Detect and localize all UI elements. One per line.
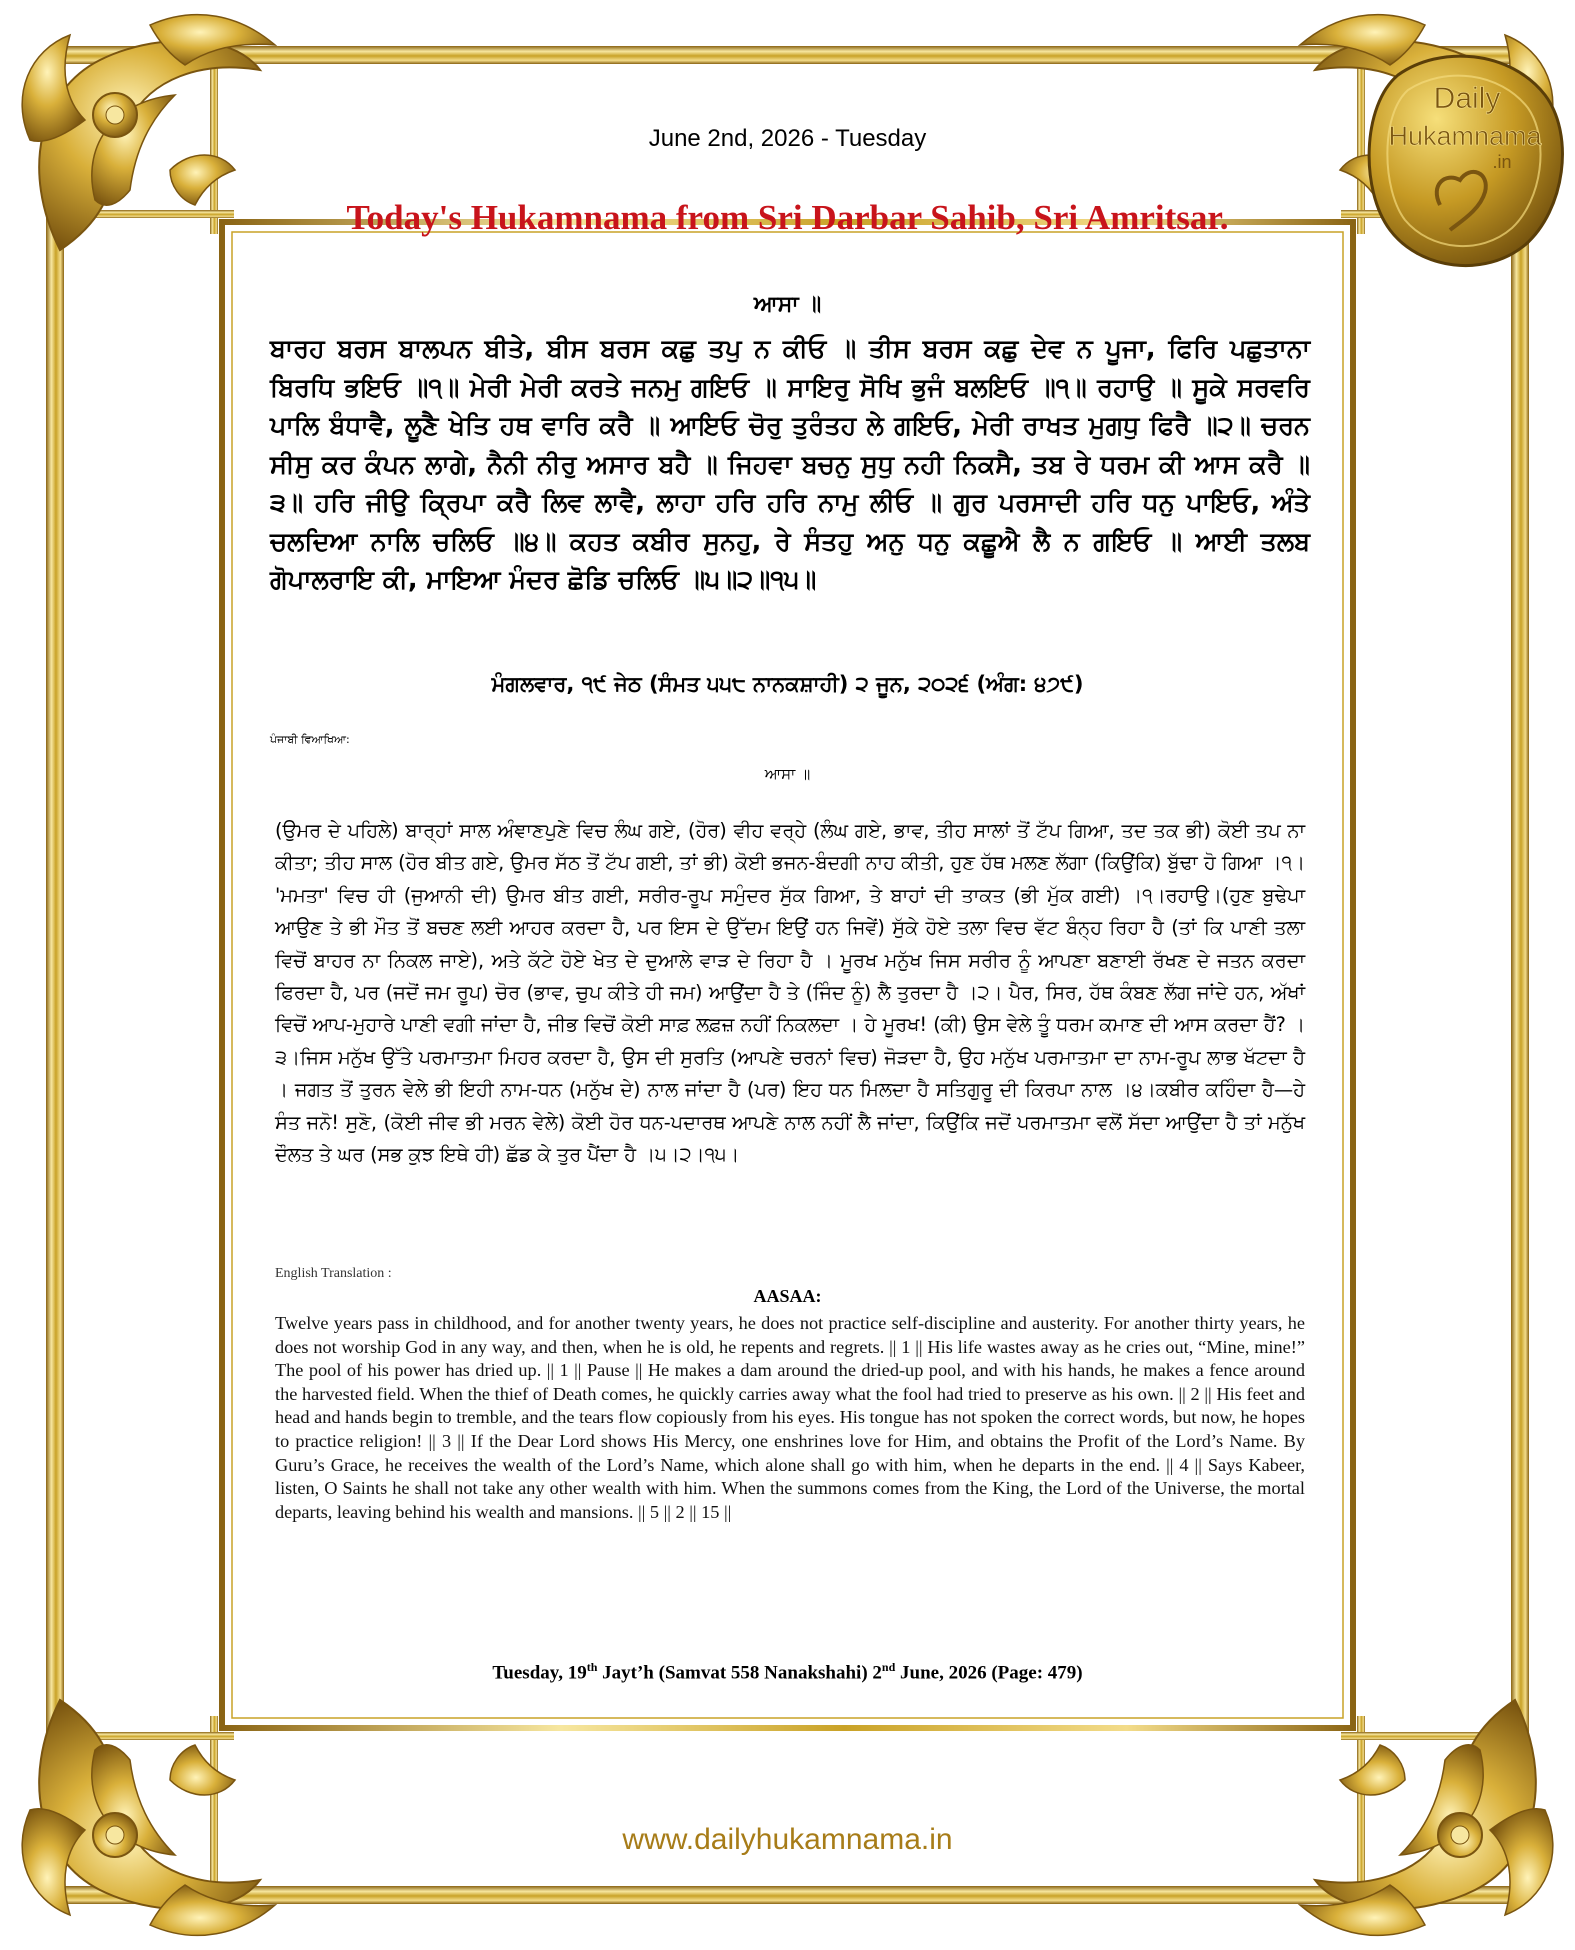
punjabi-heading: ਆਸਾ ॥: [764, 765, 811, 783]
page-title: Today's Hukamnama from Sri Darbar Sahib, Sri Amritsar.: [346, 198, 1229, 237]
english-section-label: English Translation :: [275, 1266, 392, 1281]
date-end: June, 2026 (Page: 479): [895, 1662, 1083, 1684]
date-suffix-nd: nd: [881, 1660, 896, 1674]
english-translation: Twelve years pass in childhood, and for another twenty years, he does not practice self-discipline and austerity. For another thirty years, he does not worship God in any way, and then, when he is old, he repents and regrets. || 1 || His life wastes away as he cries out, “Mine, mine!” The pool of his power has dried up. || 1 || Pause || He makes a dam around the dried-up pool, and with his hands, he makes a fence around the harvested field. When the thief of Death comes, he quickly carries away what the fool had tried to preserve as his own. || 2 || His feet and head and hands begin to tremble, and the tears flow copiously from his eyes. His tongue has not spoken the correct words, but now, he hopes to practice religion! || 3 || If the Dear Lord shows His Mercy, one enshrines love for Him, and obtains the Profit of the Lord’s Name. By Guru’s Grace, he receives the wealth of the Lord’s Name, which alone shall go with him, when he departs in the end. || 4 || Says Kabeer, listen, O Saints he shall not take any other wealth with him. When the summons comes from the King, the Lord of the Universe, the mortal departs, leaving behind his wealth and mansions. || 5 || 2 || 15 ||: [275, 1313, 1305, 1522]
svg-text:Hukamnama: Hukamnama: [1388, 121, 1542, 151]
gurbani-date-line: ਮੰਗਲਵਾਰ, ੧੯ ਜੇਠ (ਸੰਮਤ ੫੫੮ ਨਾਨਕਸ਼ਾਹੀ) ੨ ਜੂਨ, ੨੦੨੬ (ਅੰਗ: ੪੭੯): [491, 672, 1084, 696]
date-suffix-th: th: [586, 1660, 598, 1674]
website-link[interactable]: www.dailyhukamnama.in: [622, 1823, 953, 1856]
svg-text:Daily: Daily: [1433, 82, 1501, 115]
punjabi-section-label: ਪੰਜਾਬੀ ਵਿਆਖਿਆ:: [270, 733, 350, 746]
english-date-line: [0, 1660, 1575, 1684]
gurbani-heading: ਆਸਾ ॥: [753, 292, 822, 317]
svg-text:.in: .in: [1492, 152, 1512, 172]
gurbani-text: ਬਾਰਹ ਬਰਸ ਬਾਲਪਨ ਬੀਤੇ, ਬੀਸ ਬਰਸ ਕਛੁ ਤਪੁ ਨ ਕੀਓ ॥ ਤੀਸ ਬਰਸ ਕਛੁ ਦੇਵ ਨ ਪੂਜਾ, ਫਿਰਿ ਪਛੁਤਾਨਾ ਬਿਰਧਿ ਭਇਓ ॥੧॥ ਮੇਰੀ ਮੇਰੀ ਕਰਤੇ ਜਨਮੁ ਗਇਓ ॥ ਸਾਇਰੁ ਸੋਖਿ ਭੁਜੰ ਬਲਇਓ ॥੧॥ ਰਹਾਉ ॥ ਸੂਕੇ ਸਰਵਰਿ ਪਾਲਿ ਬੰਧਾਵੈ, ਲੂਣੈ ਖੇਤਿ ਹਥ ਵਾਰਿ ਕਰੈ ॥ ਆਇਓ ਚੋਰੁ ਤੁਰੰਤਹ ਲੇ ਗਇਓ, ਮੇਰੀ ਰਾਖਤ ਮੁਗਧੁ ਫਿਰੈ ॥੨॥ ਚਰਨ ਸੀਸੁ ਕਰ ਕੰਪਨ ਲਾਗੇ, ਨੈਨੀ ਨੀਰੁ ਅਸਾਰ ਬਹੈ ॥ ਜਿਹਵਾ ਬਚਨੁ ਸੁਧੁ ਨਹੀ ਨਿਕਸੈ, ਤਬ ਰੇ ਧਰਮ ਕੀ ਆਸ ਕਰੈ ॥੩॥ ਹਰਿ ਜੀਉ ਕ੍ਰਿਪਾ ਕਰੈ ਲਿਵ ਲਾਵੈ, ਲਾਹਾ ਹਰਿ ਹਰਿ ਨਾਮੁ ਲੀਓ ॥ ਗੁਰ ਪਰਸਾਦੀ ਹਰਿ ਧਨੁ ਪਾਇਓ, ਅੰਤੇ ਚਲਦਿਆ ਨਾਲਿ ਚਲਿਓ ॥੪॥ ਕਹਤ ਕਬੀਰ ਸੁਨਹੁ, ਰੇ ਸੰਤਹੁ ਅਨੁ ਧਨੁ ਕਛੂਐ ਲੈ ਨ ਗਇਓ ॥ ਆਈ ਤਲਬ ਗੋਪਾਲਰਾਇ ਕੀ, ਮਾਇਆ ਮੰਦਰ ਛੋਡਿ ਚਲਿਓ ॥੫॥੨॥੧੫॥: [270, 334, 1310, 595]
punjabi-explanation: (ਉਮਰ ਦੇ ਪਹਿਲੇ) ਬਾਰ੍ਹਾਂ ਸਾਲ ਅੰਞਾਣਪੁਣੇ ਵਿਚ ਲੰਘ ਗਏ, (ਹੋਰ) ਵੀਹ ਵਰ੍ਹੇ (ਲੰਘ ਗਏ, ਭਾਵ, ਤੀਹ ਸਾਲਾਂ ਤੋਂ ਟੱਪ ਗਿਆ, ਤਦ ਤਕ ਭੀ) ਕੋਈ ਤਪ ਨਾ ਕੀਤਾ; ਤੀਹ ਸਾਲ (ਹੋਰ ਬੀਤ ਗਏ, ਉਮਰ ਸੱਠ ਤੋਂ ਟੱਪ ਗਈ, ਤਾਂ ਭੀ) ਕੋਈ ਭਜਨ-ਬੰਦਗੀ ਨਾਹ ਕੀਤੀ, ਹੁਣ ਹੱਥ ਮਲਣ ਲੱਗਾ (ਕਿਉਂਕਿ) ਬੁੱਢਾ ਹੋ ਗਿਆ ।੧। 'ਮਮਤਾ' ਵਿਚ ਹੀ (ਜੁਆਨੀ ਦੀ) ਉਮਰ ਬੀਤ ਗਈ, ਸਰੀਰ-ਰੂਪ ਸਮੁੰਦਰ ਸੁੱਕ ਗਿਆ, ਤੇ ਬਾਹਾਂ ਦੀ ਤਾਕਤ (ਭੀ ਮੁੱਕ ਗਈ) ।੧।ਰਹਾਉ।(ਹੁਣ ਬੁਢੇਪਾ ਆਉਣ ਤੇ ਭੀ ਮੌਤ ਤੋਂ ਬਚਣ ਲਈ ਆਹਰ ਕਰਦਾ ਹੈ, ਪਰ ਇਸ ਦੇ ਉੱਦਮ ਇਉਂ ਹਨ ਜਿਵੇਂ) ਸੁੱਕੇ ਹੋਏ ਤਲਾ ਵਿਚ ਵੱਟ ਬੰਨ੍ਹ ਰਿਹਾ ਹੈ (ਤਾਂ ਕਿ ਪਾਣੀ ਤਲਾ ਵਿਚੋਂ ਬਾਹਰ ਨਾ ਨਿਕਲ ਜਾਏ), ਅਤੇ ਕੱਟੇ ਹੋਏ ਖੇਤ ਦੇ ਦੁਆਲੇ ਵਾੜ ਦੇ ਰਿਹਾ ਹੈ । ਮੂਰਖ ਮਨੁੱਖ ਜਿਸ ਸਰੀਰ ਨੂੰ ਆਪਣਾ ਬਣਾਈ ਰੱਖਣ ਦੇ ਜਤਨ ਕਰਦਾ ਫਿਰਦਾ ਹੈ, ਪਰ (ਜਦੋਂ ਜਮ ਰੂਪ) ਚੋਰ (ਭਾਵ, ਚੁਪ ਕੀਤੇ ਹੀ ਜਮ) ਆਉਂਦਾ ਹੈ ਤੇ (ਜਿੰਦ ਨੂੰ) ਲੈ ਤੁਰਦਾ ਹੈ ।੨। ਪੈਰ, ਸਿਰ, ਹੱਥ ਕੰਬਣ ਲੱਗ ਜਾਂਦੇ ਹਨ, ਅੱਖਾਂ ਵਿਚੋਂ ਆਪ-ਮੁਹਾਰੇ ਪਾਣੀ ਵਗੀ ਜਾਂਦਾ ਹੈ, ਜੀਭ ਵਿਚੋਂ ਕੋਈ ਸਾਫ਼ ਲਫ਼ਜ਼ ਨਹੀਂ ਨਿਕਲਦਾ । ਹੇ ਮੂਰਖ! (ਕੀ) ਉਸ ਵੇਲੇ ਤੂੰ ਧਰਮ ਕਮਾਣ ਦੀ ਆਸ ਕਰਦਾ ਹੈਂ? ।੩।ਜਿਸ ਮਨੁੱਖ ਉੱਤੇ ਪਰਮਾਤਮਾ ਮਿਹਰ ਕਰਦਾ ਹੈ, ਉਸ ਦੀ ਸੁਰਤਿ (ਆਪਣੇ ਚਰਨਾਂ ਵਿਚ) ਜੋੜਦਾ ਹੈ, ਉਹ ਮਨੁੱਖ ਪਰਮਾਤਮਾ ਦਾ ਨਾਮ-ਰੂਪ ਲਾਭ ਖੱਟਦਾ ਹੈ । ਜਗਤ ਤੋਂ ਤੁਰਨ ਵੇਲੇ ਭੀ ਇਹੀ ਨਾਮ-ਧਨ (ਮਨੁੱਖ ਦੇ) ਨਾਲ ਜਾਂਦਾ ਹੈ (ਪਰ) ਇਹ ਧਨ ਮਿਲਦਾ ਹੈ ਸਤਿਗੁਰੂ ਦੀ ਕਿਰਪਾ ਨਾਲ ।੪।ਕਬੀਰ ਕਹਿੰਦਾ ਹੈ—ਹੇ ਸੰਤ ਜਨੋ! ਸੁਣੋ, (ਕੋਈ ਜੀਵ ਭੀ ਮਰਨ ਵੇਲੇ) ਕੋਈ ਹੋਰ ਧਨ-ਪਦਾਰਥ ਆਪਣੇ ਨਾਲ ਨਹੀਂ ਲੈ ਜਾਂਦਾ, ਕਿਉਂਕਿ ਜਦੋਂ ਪਰਮਾਤਮਾ ਵਲੋਂ ਸੱਦਾ ਆਉਂਦਾ ਹੈ ਤਾਂ ਮਨੁੱਖ ਦੌਲਤ ਤੇ ਘਰ (ਸਭ ਕੁਝ ਇਥੇ ਹੀ) ਛੱਡ ਕੇ ਤੁਰ ਪੈਂਦਾ ਹੈ ।੫।੨।੧੫।: [275, 819, 1305, 1167]
date-middle: Jayt’h (Samvat 558 Nanakshahi) 2: [597, 1662, 882, 1684]
date-header: June 2nd, 2026 - Tuesday: [648, 125, 927, 152]
date-weekday: Tuesday, 19: [492, 1662, 587, 1684]
english-heading: AASAA:: [753, 1286, 822, 1306]
